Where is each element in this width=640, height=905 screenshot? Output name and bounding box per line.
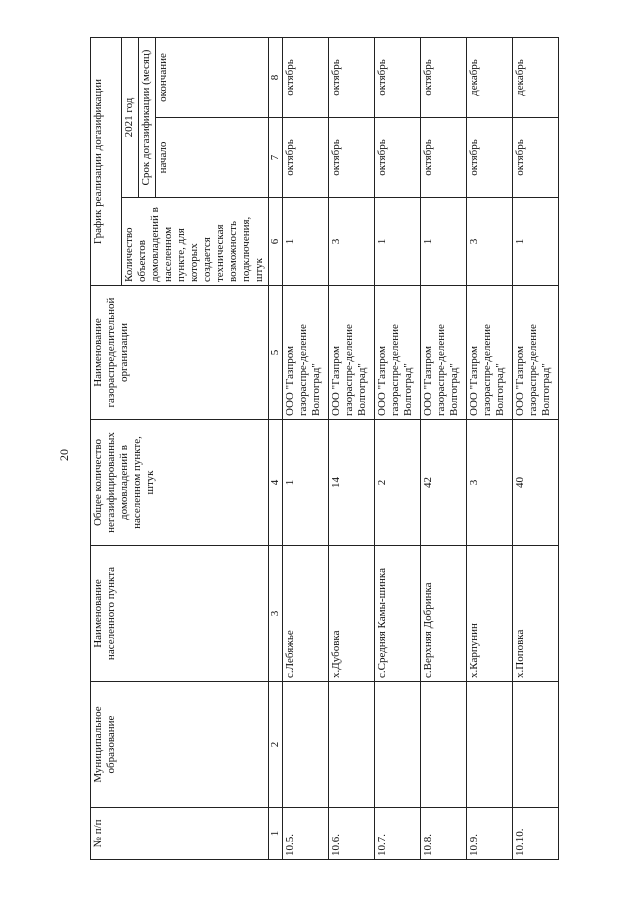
cell-municipality	[467, 682, 513, 808]
cell-no: 10.8.	[421, 808, 467, 860]
cell-municipality	[375, 682, 421, 808]
header-schedule: График реализации догазификации	[91, 38, 122, 286]
table-row	[421, 38, 467, 860]
column-number: 2	[269, 682, 283, 808]
cell-settlement: х.Поповка	[513, 546, 559, 682]
cell-total: 42	[421, 420, 467, 546]
cell-total: 1	[283, 420, 329, 546]
column-number: 4	[269, 420, 283, 546]
header-municipality: Муниципальное образование	[91, 682, 269, 808]
cell-no: 10.10.	[513, 808, 559, 860]
column-number: 5	[269, 286, 283, 420]
cell-org: ООО "Газпром газораспре-деление Волгоград"	[329, 286, 375, 420]
cell-objects: 1	[283, 198, 329, 286]
cell-municipality	[513, 682, 559, 808]
column-number: 7	[269, 118, 283, 198]
table-row	[329, 38, 375, 860]
cell-objects: 3	[467, 198, 513, 286]
cell-objects: 3	[329, 198, 375, 286]
table-row	[513, 38, 559, 860]
header-households-total: Общее количество негазифицированных домовладений в населенном пункте, штук	[91, 420, 269, 546]
gasification-table-container	[90, 38, 588, 860]
cell-start: октябрь	[375, 118, 421, 198]
cell-start: октябрь	[329, 118, 375, 198]
cell-objects: 1	[513, 198, 559, 286]
table-row	[375, 38, 421, 860]
table-row	[283, 38, 329, 860]
cell-no: 10.7.	[375, 808, 421, 860]
cell-settlement: с.Верхняя Добринка	[421, 546, 467, 682]
header-term: Срок догазификации (месяц)	[139, 38, 156, 198]
cell-no: 10.9.	[467, 808, 513, 860]
cell-total: 14	[329, 420, 375, 546]
cell-end: декабрь	[467, 38, 513, 118]
cell-no: 10.5.	[283, 808, 329, 860]
cell-municipality	[421, 682, 467, 808]
gasification-schedule-table	[90, 37, 559, 860]
cell-start: октябрь	[513, 118, 559, 198]
cell-start: октябрь	[467, 118, 513, 198]
cell-total: 40	[513, 420, 559, 546]
cell-org: ООО "Газпром газораспре-деление Волгоград"	[467, 286, 513, 420]
column-number: 3	[269, 546, 283, 682]
cell-end: октябрь	[283, 38, 329, 118]
cell-objects: 1	[375, 198, 421, 286]
column-number: 6	[269, 198, 283, 286]
cell-org: ООО "Газпром газораспре-деление Волгоград"	[421, 286, 467, 420]
column-number: 1	[269, 808, 283, 860]
cell-end: декабрь	[513, 38, 559, 118]
cell-end: октябрь	[329, 38, 375, 118]
cell-settlement: с.Лебяжье	[283, 546, 329, 682]
cell-start: октябрь	[421, 118, 467, 198]
header-start: начало	[156, 118, 269, 198]
cell-settlement: с.Средняя Камы-шинка	[375, 546, 421, 682]
cell-org: ООО "Газпром газораспре-деление Волгоград"	[375, 286, 421, 420]
cell-municipality	[329, 682, 375, 808]
header-end: окончание	[156, 38, 269, 118]
cell-end: октябрь	[375, 38, 421, 118]
cell-total: 3	[467, 420, 513, 546]
cell-total: 2	[375, 420, 421, 546]
cell-settlement: х.Дубовка	[329, 546, 375, 682]
cell-objects: 1	[421, 198, 467, 286]
cell-org: ООО "Газпром газораспре-деление Волгоград"	[283, 286, 329, 420]
cell-no: 10.6.	[329, 808, 375, 860]
header-no: № п/п	[91, 808, 269, 860]
table-row	[467, 38, 513, 860]
cell-municipality	[283, 682, 329, 808]
cell-start: октябрь	[283, 118, 329, 198]
cell-org: ООО "Газпром газораспре-деление Волгоград"	[513, 286, 559, 420]
header-gas-org: Наименование газораспределительной организации	[91, 286, 269, 420]
header-households-objects: Количество объектов домовладений в населенном пункте, для которых создается техническая возможность подключения, штук	[122, 198, 269, 286]
page-number: 20	[57, 449, 71, 461]
header-year: 2021 год	[122, 38, 139, 198]
cell-settlement: х.Карпунин	[467, 546, 513, 682]
column-number: 8	[269, 38, 283, 118]
header-settlement: Наименование населенного пункта	[91, 546, 269, 682]
cell-end: октябрь	[421, 38, 467, 118]
